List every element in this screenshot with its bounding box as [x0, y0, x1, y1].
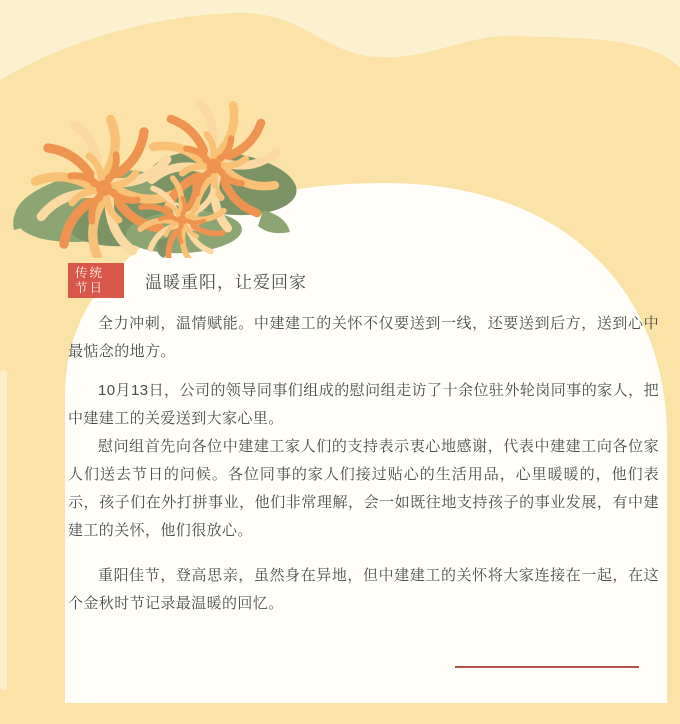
paragraph-3: 慰问组首先向各位中建建工家人们的支持表示衷心地感谢，代表中建建工向各位家人们送去节日的问候。各位同事的家人们接过贴心的生活用品，心里暖暖的，他们表示，孩子们在外打拼事业，他们非常理解，会一如既往地支持孩子的事业发展，有中建建工的关怀，他们很放心。	[68, 438, 659, 539]
paragraph-2: 10月13日，公司的领导同事们组成的慰问组走访了十余位驻外轮岗同事的家人，把中建建工的关爱送到大家心里。	[68, 382, 659, 427]
article-body	[68, 310, 659, 629]
article-title: 温暖重阳，让爱回家	[145, 273, 307, 292]
paragraph-1: 全力冲刺，温情赋能。中建建工的关怀不仅要送到一线，还要送到后方，送到心中最惦念的地方。	[68, 315, 659, 360]
signature-divider-line	[455, 666, 639, 668]
article-header	[68, 263, 307, 298]
left-cream-strip	[0, 370, 7, 690]
badge-line2: 节日	[75, 280, 105, 295]
badge-line1: 传统	[75, 265, 105, 280]
festival-badge	[68, 263, 124, 298]
chrysanthemum-illustration-icon	[8, 80, 300, 258]
paragraph-4: 重阳佳节，登高思亲，虽然身在异地，但中建建工的关怀将大家连接在一起，在这个金秋时节记录最温暖的回忆。	[68, 567, 659, 612]
